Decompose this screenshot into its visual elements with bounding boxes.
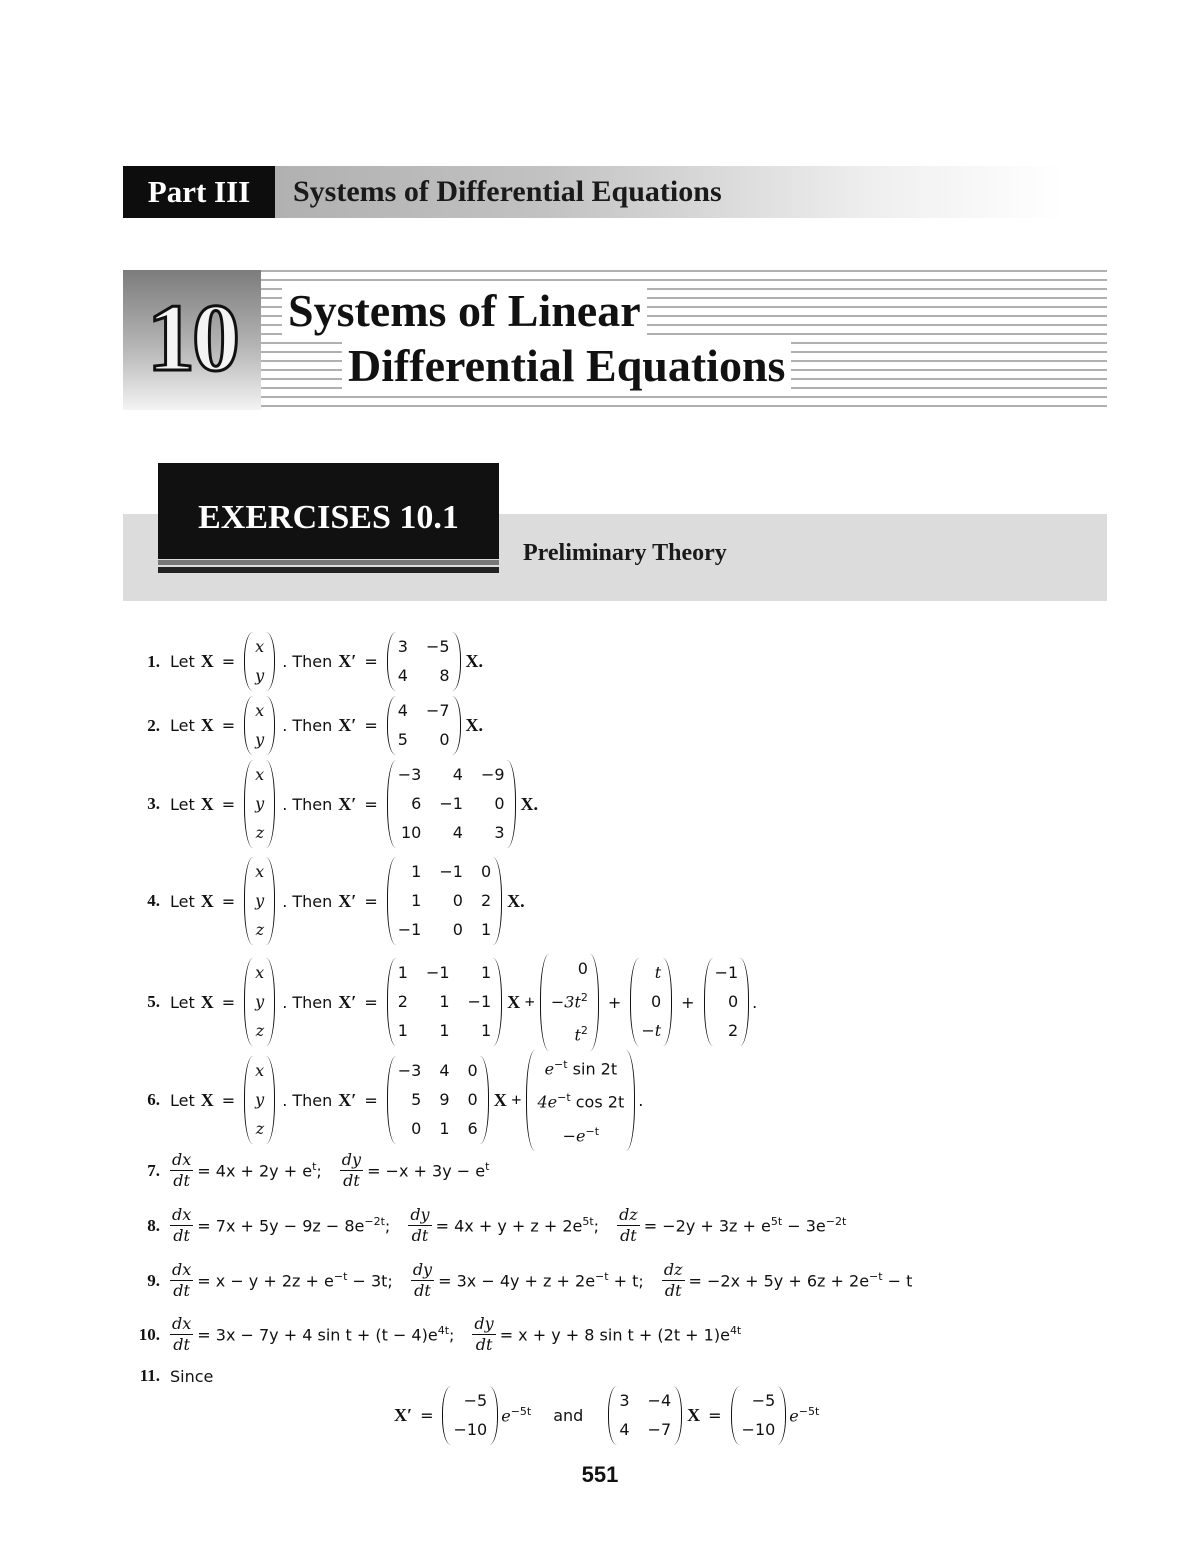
equals: = bbox=[364, 1090, 378, 1110]
problem-4 bbox=[120, 857, 527, 945]
equals: = bbox=[221, 716, 236, 735]
then-text: . Then bbox=[282, 992, 333, 1012]
exponential: $e^{-5t}$ bbox=[789, 1405, 820, 1426]
derivative-fraction: $\frac{dx}{dt}$ bbox=[172, 1150, 192, 1190]
period: . bbox=[752, 992, 758, 1012]
equation-rhs: = x + y + 8 $\sin t + (2t + 1)e^{4t}$ bbox=[499, 1324, 742, 1345]
forcing-vector: $e^{-t}$ sin 2t $4e^{-t}$ cos 2t $-e^{-t}$ bbox=[526, 1050, 635, 1151]
forcing-vector-2: t 0 −t bbox=[630, 958, 672, 1046]
vector-x: x y z bbox=[244, 958, 275, 1046]
problem-3 bbox=[120, 760, 540, 848]
vector-symbol: X. bbox=[520, 793, 539, 814]
problem-11-equation bbox=[392, 1386, 819, 1445]
problem-number: 3. bbox=[147, 794, 160, 813]
chapter-title-line-2: Differential Equations bbox=[342, 341, 791, 391]
let-text: Let bbox=[170, 652, 195, 671]
since-text: Since bbox=[170, 1366, 214, 1386]
problem-number: 6. bbox=[147, 1090, 160, 1110]
matrix-a: 3 −5 4 8 bbox=[387, 632, 461, 691]
part-banner bbox=[123, 166, 1063, 218]
equals: = bbox=[221, 652, 236, 671]
equals: = bbox=[221, 1090, 236, 1110]
derivative-symbol: X′ bbox=[338, 793, 357, 814]
vector-x: x y bbox=[244, 632, 275, 691]
problem-9 bbox=[120, 1260, 912, 1301]
equation-rhs: = $7x + 5y - 9z - 8e^{-2t}$; bbox=[197, 1215, 391, 1236]
problem-number: 7. bbox=[147, 1160, 160, 1180]
derivative-fraction: $\frac{dy}{dt}$ bbox=[410, 1205, 430, 1245]
matrix-a: 1 −1 1 2 1 −1 1 1 1 bbox=[387, 958, 502, 1046]
equals: = bbox=[364, 992, 378, 1012]
equation-rhs: = $4x + 2y + e^t$; bbox=[197, 1160, 322, 1181]
let-text: Let bbox=[170, 891, 195, 911]
vector-symbol: X bbox=[687, 1405, 701, 1425]
derivative-symbol: X′ bbox=[394, 1405, 413, 1425]
section-rule bbox=[158, 567, 499, 573]
problem-8 bbox=[120, 1205, 846, 1246]
problem-1 bbox=[120, 632, 485, 691]
derivative-fraction: $\frac{dx}{dt}$ bbox=[172, 1260, 192, 1300]
equals: = bbox=[364, 716, 378, 735]
then-text: . Then bbox=[282, 1090, 333, 1110]
matrix-a: 1 −1 0 1 0 2 −1 0 1 bbox=[387, 857, 502, 945]
problem-10 bbox=[120, 1314, 741, 1355]
vector-symbol: X. bbox=[465, 651, 484, 671]
derivative-fraction: $\frac{dx}{dt}$ bbox=[172, 1314, 192, 1354]
vector-symbol: X. bbox=[507, 890, 525, 911]
period: . bbox=[638, 1090, 644, 1110]
derivative-fraction: $\frac{dy}{dt}$ bbox=[341, 1150, 362, 1190]
let-text: Let bbox=[170, 1090, 195, 1110]
equals: = bbox=[364, 794, 378, 814]
problem-number: 10. bbox=[138, 1324, 160, 1344]
problem-number: 8. bbox=[147, 1215, 160, 1235]
vector-symbol: X bbox=[200, 651, 214, 671]
part-title: Systems of Differential Equations bbox=[293, 175, 722, 208]
section-label: EXERCISES 10.1 bbox=[158, 463, 499, 559]
equals: = bbox=[221, 992, 236, 1012]
equation-rhs: = $-x + 3y - e^t$ bbox=[367, 1160, 490, 1181]
derivative-fraction: $\frac{dy}{dt}$ bbox=[412, 1260, 433, 1300]
vector-x: x y z bbox=[244, 760, 275, 848]
derivative-symbol: X′ bbox=[338, 715, 357, 735]
section-rule bbox=[158, 560, 499, 565]
vector-x: x y z bbox=[244, 1056, 275, 1144]
problem-2 bbox=[120, 696, 485, 755]
equals: = bbox=[708, 1406, 722, 1425]
problem-number: 5. bbox=[147, 992, 160, 1012]
derivative-symbol: X′ bbox=[338, 1089, 357, 1110]
vector-x: x y bbox=[244, 696, 275, 755]
problem-number: 11. bbox=[139, 1366, 160, 1385]
vector-plus: X + bbox=[493, 1089, 522, 1110]
derivative-symbol: X′ bbox=[338, 991, 357, 1012]
problem-number: 9. bbox=[147, 1270, 160, 1290]
equals: = bbox=[364, 652, 378, 671]
equation-rhs: = $x - y + 2z + e^{-t} - 3t$; bbox=[197, 1270, 393, 1291]
page-number: 551 bbox=[581, 1462, 619, 1487]
equals: = bbox=[364, 891, 378, 911]
matrix-a: 4 −7 5 0 bbox=[387, 696, 461, 755]
vector-x: x y z bbox=[244, 857, 275, 945]
part-label: Part III bbox=[123, 166, 275, 218]
vector-symbol: X bbox=[200, 715, 214, 735]
forcing-vector-3: −1 0 2 bbox=[704, 958, 750, 1046]
problem-number: 4. bbox=[147, 891, 160, 910]
problem-6 bbox=[120, 1050, 643, 1151]
exponential: $e^{-5t}$ bbox=[501, 1405, 532, 1426]
plus: + bbox=[681, 992, 695, 1012]
derivative-fraction: $\frac{dz}{dt}$ bbox=[663, 1260, 683, 1300]
problem-7 bbox=[120, 1150, 489, 1191]
chapter-number: 10 bbox=[147, 284, 237, 391]
equals: = bbox=[221, 794, 236, 814]
vector-symbol: X bbox=[200, 1089, 214, 1110]
equation-rhs: = $-2y + 3z + e^{5t} - 3e^{-2t}$ bbox=[643, 1215, 847, 1236]
equation-rhs: = $-2x + 5y + 6z + 2e^{-t} - t$ bbox=[688, 1270, 913, 1291]
derivative-fraction: $\frac{dx}{dt}$ bbox=[172, 1205, 192, 1245]
let-text: Let bbox=[170, 794, 195, 814]
derivative-symbol: X′ bbox=[338, 890, 357, 911]
vector-plus: X + bbox=[507, 991, 535, 1012]
then-text: . Then bbox=[282, 794, 333, 814]
equals: = bbox=[221, 891, 236, 911]
vector-v: −5 −10 bbox=[442, 1386, 498, 1445]
and-text: and bbox=[553, 1406, 584, 1425]
chapter-title-line-1: Systems of Linear bbox=[282, 286, 647, 336]
matrix-a: −3 4 0 5 9 0 0 1 6 bbox=[387, 1056, 489, 1144]
then-text: . Then bbox=[282, 652, 333, 671]
derivative-fraction: $\frac{dz}{dt}$ bbox=[619, 1205, 638, 1245]
let-text: Let bbox=[170, 992, 195, 1012]
then-text: . Then bbox=[282, 716, 333, 735]
vector-symbol: X bbox=[200, 890, 214, 911]
forcing-vector-1: 0 $-3t^2$ $t^2$ bbox=[540, 954, 599, 1051]
equals: = bbox=[420, 1406, 434, 1425]
problem-5 bbox=[120, 954, 757, 1051]
matrix-a: −3 4 −9 6 −1 0 10 4 3 bbox=[387, 760, 516, 848]
equation-rhs: = $4x + y + z + 2e^{5t}$; bbox=[435, 1215, 600, 1236]
matrix-a: 3 −4 4 −7 bbox=[608, 1386, 682, 1445]
vector-symbol: X. bbox=[465, 715, 484, 735]
equation-rhs: = $3x - 4y + z + 2e^{-t} + t$; bbox=[438, 1270, 644, 1291]
derivative-symbol: X′ bbox=[338, 651, 357, 671]
problem-number: 2. bbox=[147, 715, 160, 735]
vector-symbol: X bbox=[200, 793, 214, 814]
chapter-number-box bbox=[123, 270, 261, 410]
vector-symbol: X bbox=[200, 991, 214, 1012]
let-text: Let bbox=[170, 716, 195, 735]
problem-11 bbox=[120, 1366, 217, 1386]
vector-v: −5 −10 bbox=[731, 1386, 787, 1445]
then-text: . Then bbox=[282, 891, 333, 911]
derivative-fraction: $\frac{dy}{dt}$ bbox=[474, 1314, 494, 1354]
equation-rhs: = 3x − 7y + 4 $\sin t + (t - 4)e^{4t}$; bbox=[197, 1324, 455, 1345]
section-subtitle: Preliminary Theory bbox=[523, 540, 727, 566]
plus: + bbox=[607, 992, 622, 1012]
problem-number: 1. bbox=[147, 651, 160, 671]
